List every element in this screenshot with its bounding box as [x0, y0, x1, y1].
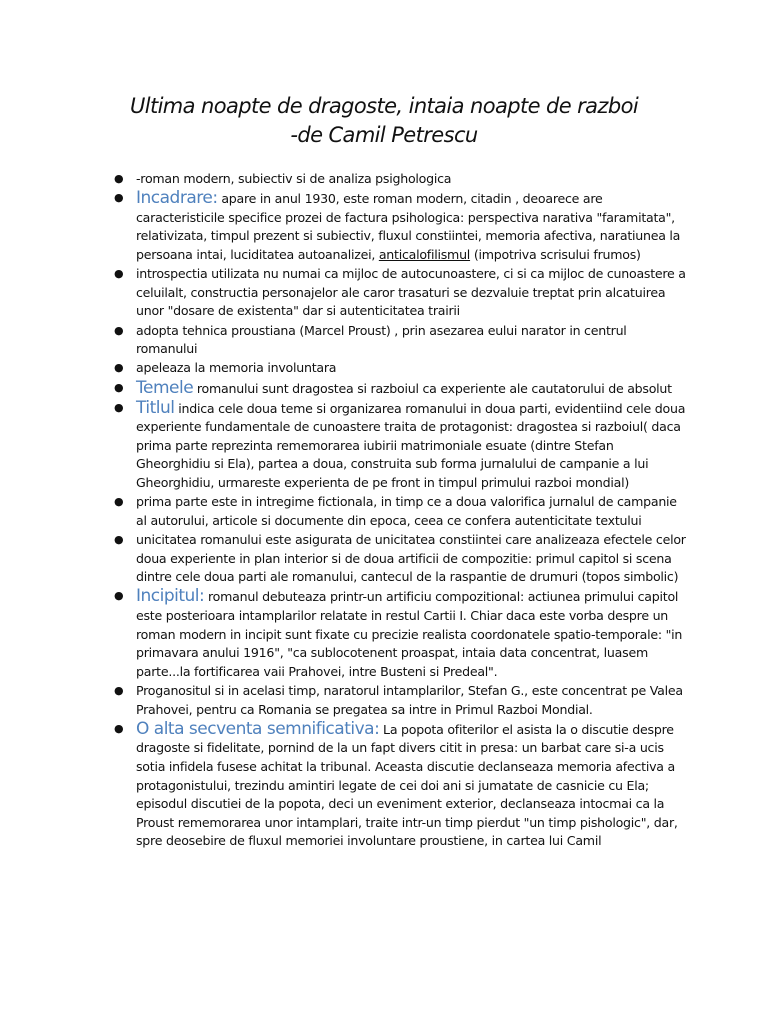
bullet-icon: ● [114, 172, 124, 185]
section-heading: Temele [136, 377, 194, 398]
bullet-list [114, 170, 688, 852]
bullet-text: prima parte este in intregime fictionala, in timp ce a doua valorifica jurnalul de campanie al autorului, articole si documente din epoca, ceea ce confera autenticitate textului [136, 494, 677, 528]
bullet-item [114, 531, 688, 587]
bullet-item [114, 586, 688, 681]
bullet-icon: ● [114, 400, 124, 414]
bullet-icon: ● [114, 533, 124, 547]
bullet-item [114, 493, 688, 530]
bullet-text: Proganositul si in acelasi timp, naratorul intamplarilor, Stefan G., este concentrat pe Valea Prahovei, pentru ca Romania se pregatea sa intre in Primul Razboi Mondial. [136, 682, 683, 717]
bullet-icon: ● [114, 380, 124, 394]
bullet-item [114, 188, 688, 264]
bullet-icon: ● [114, 683, 124, 697]
bullet-icon: ● [114, 721, 124, 735]
section-heading: Titlul [136, 397, 175, 418]
title-line-2: -de Camil Petrescu [290, 123, 478, 147]
bullet-item [114, 682, 688, 719]
bullet-item [114, 322, 688, 359]
bullet-text: adopta tehnica proustiana (Marcel Proust) , prin asezarea eului narator in centrul romanului [136, 322, 627, 357]
bullet-item [114, 265, 688, 321]
bullet-item [114, 359, 688, 378]
title-line-1: Ultima noapte de dragoste, intaia noapte de razboi [129, 94, 639, 118]
section-heading: Incipitul: [136, 586, 205, 607]
bullet-icon: ● [114, 495, 124, 509]
bullet-text-after: (impotriva scrisului frumos) [470, 246, 641, 262]
document-title [0, 92, 768, 150]
bullet-icon: ● [114, 589, 124, 603]
bullet-item [114, 397, 688, 493]
section-heading: Incadrare: [136, 188, 218, 209]
bullet-text: La popota ofiterilor el asista la o discutie despre dragoste si fidelitate, pornind de la un fapt divers citit in presa: un barbat care si-a ucis sotia infidela fusese achitat la tribunal. Aceasta discutie declanseaza memoria afectiva a protagonistului, trezindu amintiri legate de cei doi ani si jumatate de casnicie cu Ela; episodul discutiei de la popota, deci un eveniment exterior, declanseaza intocmai ca la Proust rememorarea unor intamplari, traite intr-un timp pierdut "un timp pishologic", dar, spre deosebire de fluxul memoriei involuntare proustiene, in cartea lui Camil [136, 721, 678, 849]
bullet-text: -roman modern, subiectiv si de analiza psighologica [136, 171, 452, 186]
bullet-icon: ● [114, 191, 124, 205]
bullet-text: romanului sunt dragostea si razboiul ca experiente ale cautatorului de absolut [193, 380, 672, 396]
bullet-icon: ● [114, 323, 124, 337]
bullet-item [114, 170, 688, 189]
bullet-icon: ● [114, 361, 124, 375]
bullet-text: indica cele doua teme si organizarea romanului in doua parti, evidentiind cele doua experiente fundamentale de cunoastere traita de protagonist: dragostea si razboiul( daca prima parte reprezinta rememorarea iubirii matrimoniale esuate (dintre Stefan Gheorghidiu si Ela), partea a doua, construita sub forma jurnalului de campanie a lui Gheorghidiu, urmareste experienta de pe front in timpul primului razboi mondial) [136, 400, 686, 491]
bullet-text: apeleaza la memoria involuntara [136, 360, 337, 376]
bullet-text: romanul debuteaza printr-un artificiu compozitional: actiunea primului capitol este posterioara intamplarilor relatate in restul Cartii I. Chiar daca este vorba despre un roman modern in incipit sunt fixate cu precizie realista coordonatele spatio-temporale: "in primavara anului 1916", "ca sublocotenent proaspat, intaia data concentrat, luasem parte...la fortificarea vaii Prahovei, intre Busteni si Predeal". [136, 589, 683, 679]
bullet-item [114, 718, 688, 851]
bullet-text: introspectia utilizata nu numai ca mijloc de autocunoastere, ci si ca mijloc de cunoastere a celuilalt, constructia personajelor ale caror trasaturi se dezvaluie treptat prin alcatuirea unor "dosare de existenta" dar si autenticitatea trairii [136, 266, 686, 319]
section-heading: O alta secventa semnificativa: [136, 718, 380, 739]
bullet-text: apare in anul 1930, este roman modern, citadin , deoarece are caracteristicile specifice prozei de factura psihologica: perspectiva narativa "faramitata", relativizata, timpul prezent si subiectiv, fluxul constiintei, memoria afectiva, naratiunea la persoana intai, luciditatea autoanalizei, [136, 191, 681, 262]
bullet-text: unicitatea romanului este asigurata de unicitatea constiintei care analizeaza efectele celor doua experiente in plan interior si de doua artificii de compozitie: primul capitol si scena dintre cele doua parti ale romanului, cantecul de la raspantie de drumuri (topos simbolic) [136, 532, 686, 585]
bullet-icon: ● [114, 267, 124, 281]
underlined-term: anticalofilismul [378, 246, 471, 262]
bullet-item [114, 377, 688, 399]
